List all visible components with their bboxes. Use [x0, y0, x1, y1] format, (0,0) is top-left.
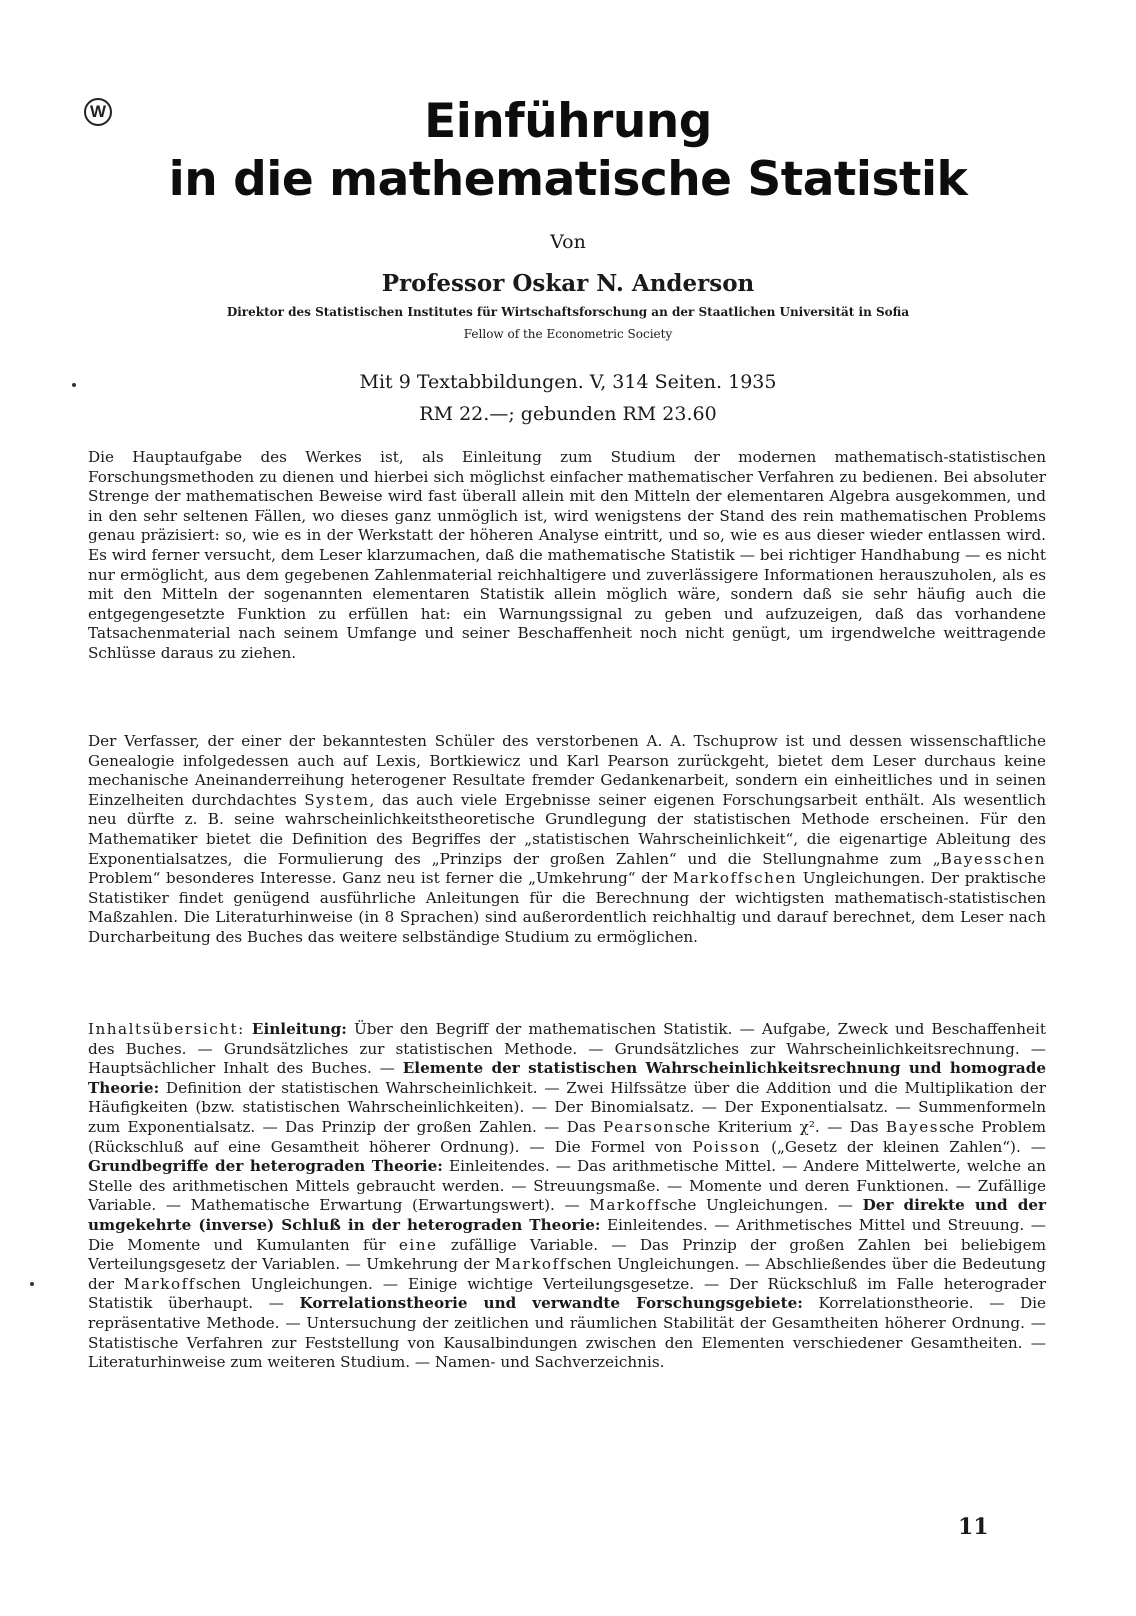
description-paragraph-1: Die Hauptaufgabe des Werkes ist, als Einleitung zum Studium der modernen mathematisch-statistischen Forschungsmethoden zu dienen und hierbei sich möglichst einfacher mathematischer Verfahren zu bedienen. Bei absoluter Strenge der mathematischen Beweise wird fast überall allein mit den Mitteln der elementaren Algebra ausgekommen, und in den sehr seltenen Fällen, wo dieses ganz unmöglich ist, wird wenigstens der Stand des rein mathematischen Problems genau präzisiert: so, wie es in der Werkstatt der höheren Analyse eintritt, und so, wie es aus dieser wieder entlassen wird. Es wird ferner versucht, dem Leser klarzumachen, daß die mathematische Statistik — bei richtiger Handhabung — es nicht nur ermöglicht, aus dem gegebenen Zahlenmaterial reichhaltigere und zuverlässigere Informationen herauszuholen, als es mit den Mitteln der sogenannten elementaren Statistik allein möglich wäre, sondern daß sie sehr häufig auch die entgegengesetzte Funktion zu erfüllen hat: ein Warnungssignal zu geben und aufzuzeigen, daß das vorhandene Tatsachenmaterial nach seinem Umfange und seiner Beschaffenheit noch nicht genügt, um irgendwelche weittragende Schlüsse daraus zu ziehen.: [88, 448, 1046, 662]
toc-heading: Elemente der statistischen Wahrscheinlichkeitsrechnung und homograde Theorie:: [88, 1059, 1046, 1097]
spaced-text: Pearson: [603, 1117, 676, 1136]
toc-text: Über den Begriff der mathematischen Statistik. — Aufgabe, Zweck und Beschaffenheit des Buches. — Grundsätzliches zur statistischen Methode. — Grundsätzliches zur Wahrscheinlichkeitsrechnung. — Hauptsächlicher Inhalt des Buches. —: [88, 1020, 1047, 1078]
text-span: , das auch viele Ergebnisse seiner eigenen Forschungsarbeit enthält. Als wesentlich neu dürfte z. B. seine wahrscheinlichkeitstheoretische Grundlegung der statistischen Methode erscheinen. Für den Mathematiker bietet die Definition des Begriffes der „statistischen Wahrscheinlichkeit“, die eigenartige Ableitung des Exponentialsatzes, die Formulierung des „Prinzips der großen Zahlen“ und die Stellungnahme zum „: [88, 790, 1046, 868]
toc-text: sche Ungleichungen. —: [661, 1196, 863, 1215]
text-span: Ungleichungen. Der praktische Statistiker findet genügend ausführliche Anleitungen für die Berechnung der wichtigsten mathematisch-statistischen Maßzahlen. Die Literaturhinweise (in 8 Sprachen) sind außerordentlich reichhaltig und darauf berechnet, dem Leser nach Durcharbeitung des Buches das weitere selbständige Studium zu ermöglichen.: [88, 869, 1046, 946]
toc-text: sche Problem (Rückschluß auf eine Gesamtheit höherer Ordnung). — Die Formel von: [88, 1117, 1046, 1156]
spaced-text: Markoff: [589, 1196, 662, 1215]
toc-text: schen Ungleichungen. — Abschließendes über die Bedeutung der: [88, 1255, 1047, 1293]
spaced-text: Markoff: [494, 1255, 567, 1274]
spaced-text: Poisson: [692, 1137, 762, 1156]
spaced-text: eine: [398, 1235, 438, 1254]
toc-text: zufällige Variable. — Das Prinzip der großen Zahlen bei beliebigem Verteilungsgesetz der Variablen. — Umkehrung der: [88, 1235, 1046, 1274]
spaced-text: Bayes: [885, 1117, 939, 1136]
title-line-2: in die mathematische Statistik: [168, 152, 968, 207]
publication-details: Mit 9 Textabbildungen. V, 314 Seiten. 1935: [359, 371, 777, 393]
toc-text: Einleitendes. — Das arithmetische Mittel. — Andere Mittelwerte, welche an Stelle des arithmetischen Mittels gebraucht werden. — Streuungsmaße. — Momente und deren Funktionen. — Zufällige Variable. — Mathematische Erwartung (Erwartungswert). —: [88, 1157, 1046, 1215]
table-of-contents: [88, 1020, 1046, 1373]
publisher-logo: W: [84, 98, 112, 126]
spaced-text: Markoffschen: [672, 869, 798, 888]
spaced-text: Markoff: [123, 1274, 196, 1293]
author-name: Professor Oskar N. Anderson: [381, 270, 755, 297]
title-line-1: Einführung: [424, 94, 712, 149]
speck-mark: [30, 1282, 34, 1286]
toc-text: Einleitendes. — Arithmetisches Mittel und Streuung. — Die Momente und Kumulanten für: [88, 1215, 1046, 1254]
text-span: Problem“ besonderes Interesse. Ganz neu ist ferner die „Umkehrung“ der: [88, 869, 673, 888]
toc-text: („Gesetz der kleinen Zahlen“). —: [761, 1137, 1046, 1156]
toc-text: sche Kriterium χ². — Das: [675, 1117, 886, 1136]
toc-heading: Korrelationstheorie und verwandte Forschungsgebiete:: [299, 1294, 803, 1313]
page-number: 11: [958, 1514, 989, 1540]
toc-heading: Der direkte und der umgekehrte (inverse) Schluß in der heterograden Theorie:: [88, 1196, 1046, 1234]
toc-label: Inhaltsübersicht:: [88, 1020, 245, 1038]
text-span: Der Verfasser, der einer der bekanntesten Schüler des verstorbenen A. A. Tschuprow ist und dessen wissenschaftliche Genealogie infolgedessen auch auf Lexis, Bortkiewicz und Karl Pearson zurückgeht, bietet dem Leser durchaus keine mechanische Aneinanderreihung heterogener Resultate fremder Gedankenarbeit, sondern ein einheitliches und in seinen Einzelheiten durchdachtes: [88, 732, 1046, 809]
toc-text: Definition der statistischen Wahrscheinlichkeit. — Zwei Hilfssätze über die Addition und die Multiplikation der Häufigkeiten (bzw. statistischen Wahrscheinlichkeiten). — Der Binomialsatz. — Der Exponentialsatz. — Summenformeln zum Exponentialsatz. — Das Prinzip der großen Zahlen. — Das: [88, 1078, 1046, 1136]
speck-mark: [72, 383, 76, 387]
author-fellowship: Fellow of the Econometric Society: [463, 327, 673, 341]
toc-heading: Einleitung:: [251, 1020, 347, 1038]
toc-text: schen Ungleichungen. — Einige wichtige Verteilungsgesetze. — Der Rückschluß im Falle heterograder Statistik überhaupt. —: [88, 1274, 1046, 1313]
description-paragraph-2: [88, 732, 1046, 948]
byline-von: Von: [550, 231, 586, 253]
price-details: RM 22.—; gebunden RM 23.60: [419, 403, 717, 425]
toc-heading: Grundbegriffe der heterograden Theorie:: [88, 1157, 443, 1176]
author-affiliation: Direktor des Statistischen Institutes für Wirtschaftsforschung an der Staatlichen Universität in Sofia: [226, 305, 910, 319]
toc-text: Korrelationstheorie. — Die repräsentative Methode. — Untersuchung der zeitlichen und räumlichen Stabilität der Gesamtheiten höherer Ordnung. — Statistische Verfahren zur Feststellung von Kausalbindungen zwischen den Elementen verschiedener Gesamtheiten. — Literaturhinweise zum weiteren Studium. — Namen- und Sachverzeichnis.: [88, 1294, 1046, 1372]
spaced-text: System: [304, 790, 370, 809]
spaced-text: Bayesschen: [940, 849, 1046, 868]
